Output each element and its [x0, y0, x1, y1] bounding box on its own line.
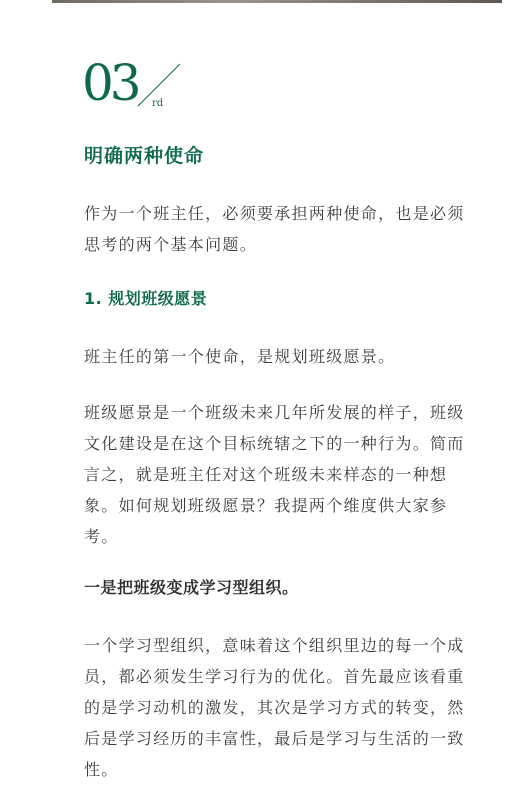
header-image-strip: [52, 0, 502, 3]
slash-decoration: [82, 52, 192, 122]
paragraph-vision-definition: 班级愿景是一个班级未来几年所发展的样子，班级文化建设是在这个目标统辖之下的一种行为。简而言之，就是班主任对这个班级未来样态的一种想象。如何规划班级愿景？我提两个维度供大家参考。: [84, 403, 465, 546]
section-number-suffix: rd: [152, 98, 164, 109]
paragraph-learning-org: 一个学习型组织，意味着这个组织里边的每一个成员，都必须发生学习行为的优化。首先最应该看重的是学习动机的激发，其次是学习方式的转变，然后是学习经历的丰富性，最后是学习与生活的一致性。: [84, 636, 465, 779]
section-number-badge: [82, 52, 192, 122]
paragraph-first-mission: 班主任的第一个使命，是规划班级愿景。: [84, 347, 396, 366]
section-number: 03: [82, 54, 138, 112]
intro-paragraph: 作为一个班主任，必须要承担两种使命，也是必须思考的两个基本问题。: [84, 204, 465, 254]
subheading-vision: 1. 规划班级愿景: [84, 289, 208, 308]
bold-point-learning-org: 一是把班级变成学习型组织。: [84, 578, 299, 597]
section-title: 明确两种使命: [84, 145, 205, 167]
